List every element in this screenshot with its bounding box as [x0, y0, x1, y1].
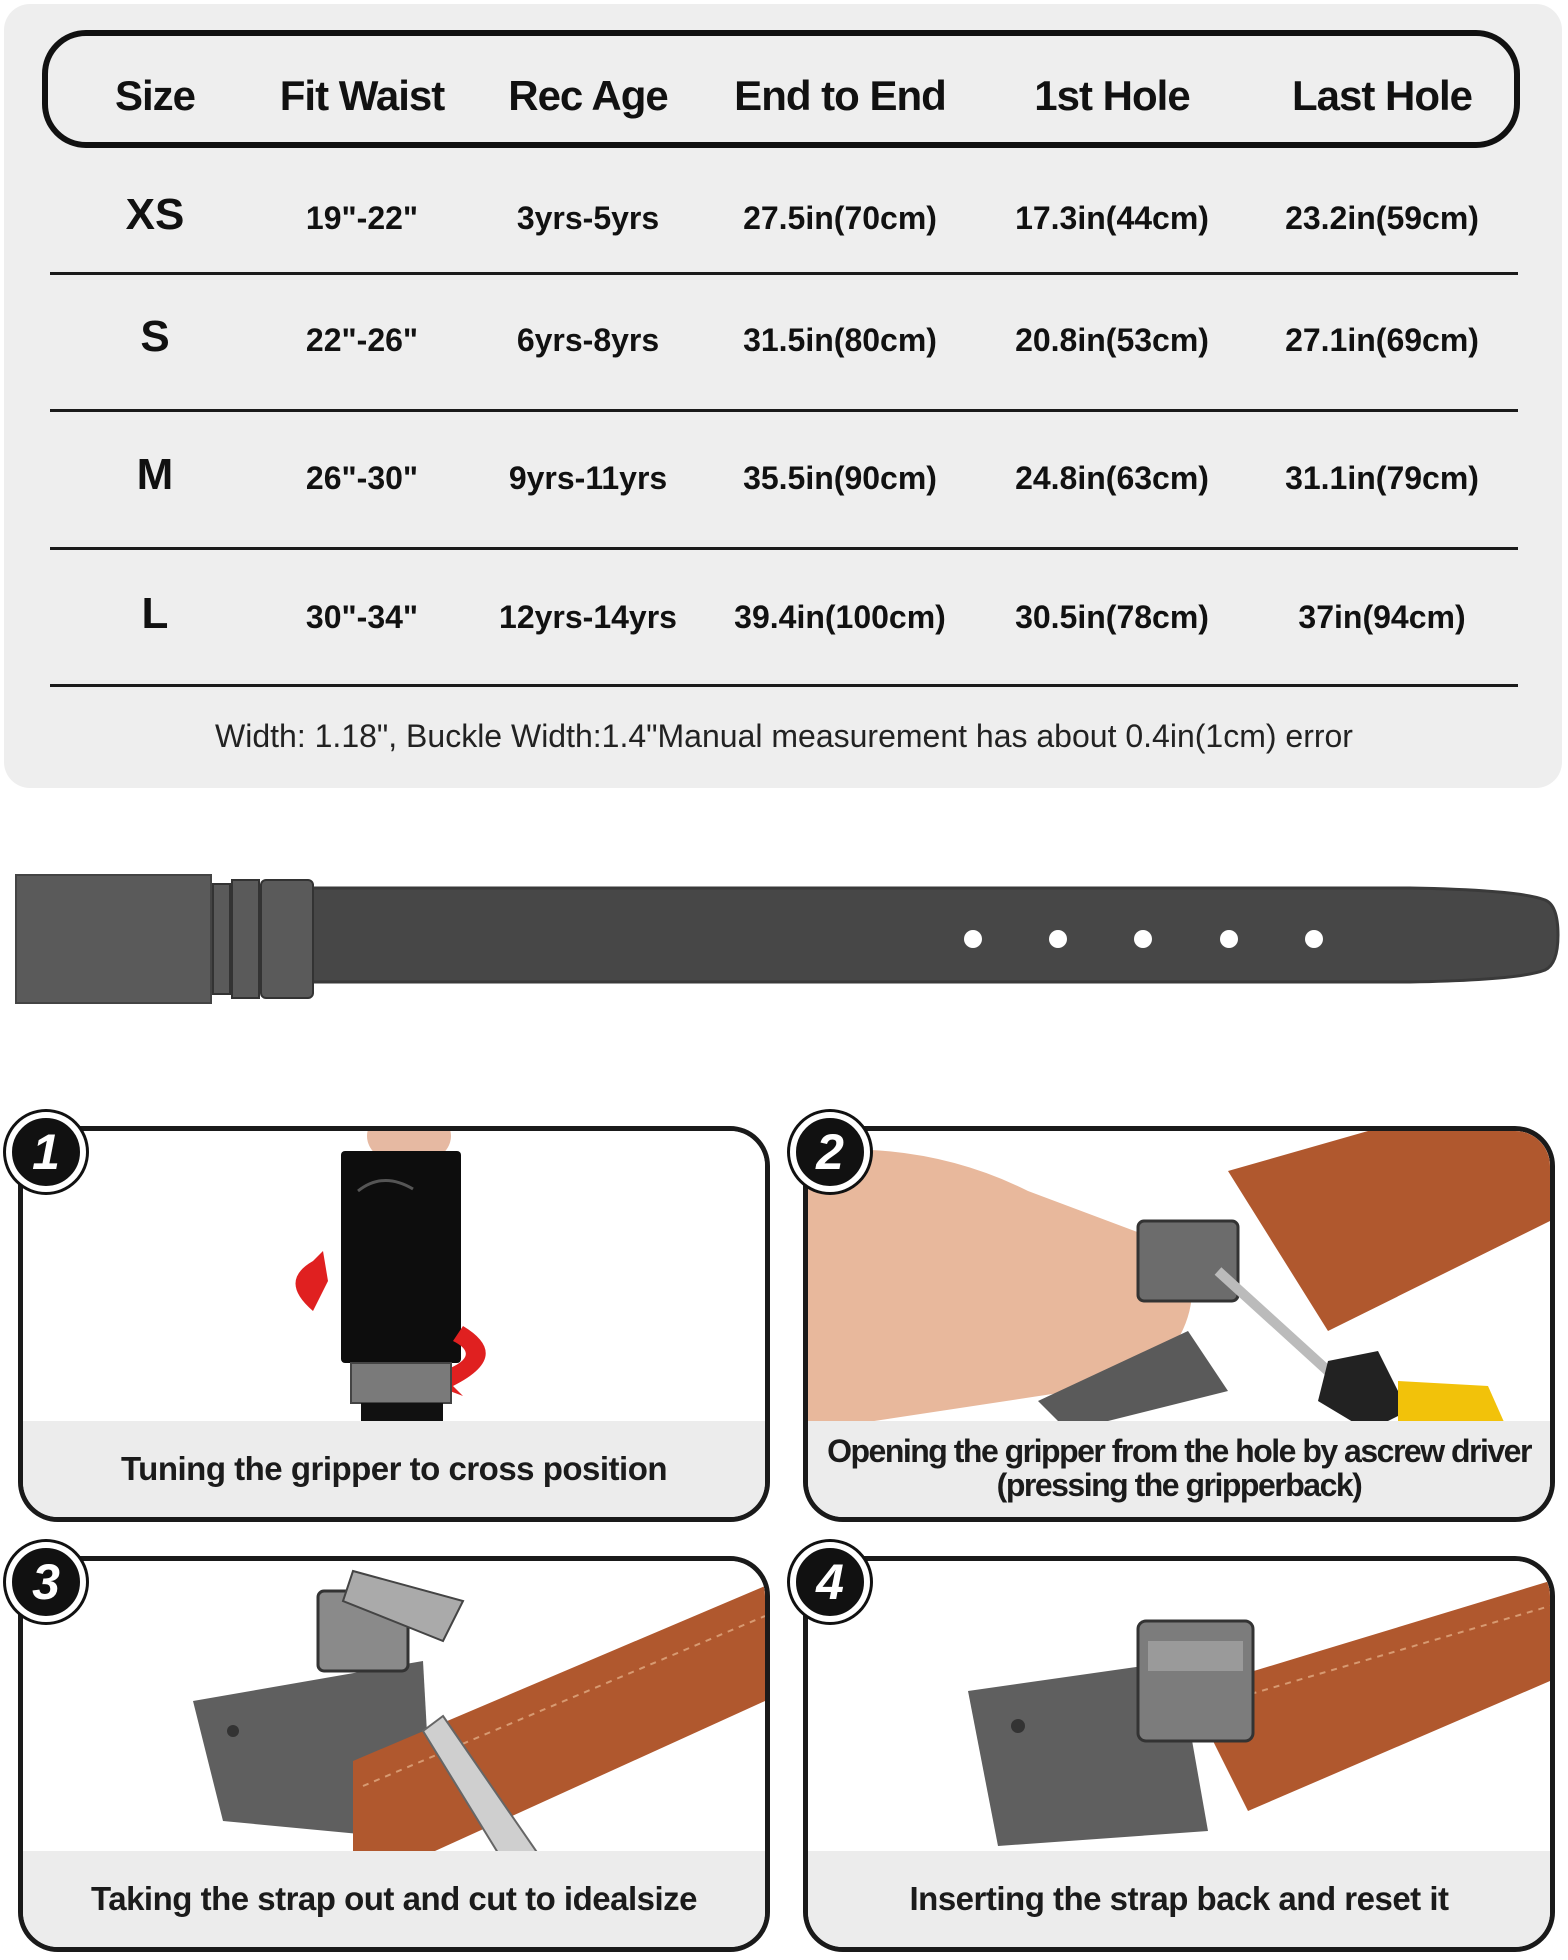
fit-waist-cell: 26"-30" — [305, 460, 419, 496]
rec-age-cell: 12yrs-14yrs — [499, 599, 677, 635]
step-2-caption-bar — [808, 1421, 1550, 1517]
step-2-caption-line-2: (pressing the gripperback) — [996, 1467, 1362, 1503]
step-number-2: 2 — [790, 1112, 870, 1192]
step-1-caption: Tuning the gripper to cross position — [120, 1449, 668, 1487]
rec-age-cell: 6yrs-8yrs — [516, 322, 660, 358]
belt-hole — [1305, 930, 1323, 948]
first-hole-cell: 17.3in(44cm) — [1015, 200, 1209, 236]
first-hole-cell: 24.8in(63cm) — [1015, 460, 1209, 496]
belt-hole — [1220, 930, 1238, 948]
step-card-2 — [803, 1126, 1555, 1522]
measurement-footnote: Width: 1.18", Buckle Width:1.4"Manual measurement has about 0.4in(1cm) error — [215, 718, 1353, 754]
row-divider — [50, 409, 1518, 412]
step-card-3 — [18, 1556, 770, 1952]
step-4-photo — [808, 1561, 1550, 1861]
step-2-caption-line-1: Opening the gripper from the hole by ascrew driver — [827, 1433, 1531, 1470]
step-1-photo — [23, 1131, 765, 1431]
row-divider — [50, 547, 1518, 550]
step-card-1 — [18, 1126, 770, 1522]
belt-diagram — [0, 860, 1568, 1010]
rec-age-cell: 9yrs-11yrs — [508, 460, 668, 496]
fit-waist-cell: 22"-26" — [305, 322, 419, 358]
belt-hole — [1049, 930, 1067, 948]
size-cell: S — [140, 312, 170, 361]
end-to-end-cell: 35.5in(90cm) — [743, 460, 937, 496]
end-to-end-cell: 27.5in(70cm) — [743, 200, 937, 236]
step-3-photo — [23, 1561, 765, 1861]
size-cell: L — [141, 589, 169, 638]
step-1-caption-bar — [23, 1421, 765, 1517]
fit-waist-cell: 30"-34" — [305, 599, 419, 635]
end-to-end-cell: 31.5in(80cm) — [743, 322, 937, 358]
step-number-3: 3 — [6, 1542, 86, 1622]
end-to-end-cell: 39.4in(100cm) — [734, 599, 946, 635]
rec-age-cell: 3yrs-5yrs — [516, 200, 660, 236]
first-hole-cell: 30.5in(78cm) — [1015, 599, 1209, 635]
header-first-hole: 1st Hole — [1034, 72, 1190, 119]
gripper-icon — [1138, 1621, 1253, 1741]
gripper-icon — [351, 1363, 451, 1403]
header-size: Size — [114, 72, 196, 119]
belt-strap — [305, 888, 1558, 982]
step-card-4 — [803, 1556, 1555, 1952]
step-number-1: 1 — [6, 1112, 86, 1192]
row-divider — [50, 684, 1518, 687]
size-cell: XS — [125, 190, 185, 239]
fit-waist-cell: 19"-22" — [305, 200, 419, 236]
gripper-icon — [1138, 1221, 1238, 1301]
last-hole-cell: 23.2in(59cm) — [1285, 200, 1479, 236]
header-fit-waist: Fit Waist — [279, 72, 445, 119]
step-3-caption: Taking the strap out and cut to idealsize — [91, 1879, 697, 1917]
last-hole-cell: 27.1in(69cm) — [1285, 322, 1479, 358]
buckle-icon — [16, 875, 313, 1003]
belt-hole — [964, 930, 982, 948]
last-hole-cell: 31.1in(79cm) — [1285, 460, 1479, 496]
belt-hole — [1134, 930, 1152, 948]
step-2-photo — [808, 1131, 1550, 1431]
step-4-caption: Inserting the strap back and reset it — [909, 1879, 1449, 1917]
first-hole-cell: 20.8in(53cm) — [1015, 322, 1209, 358]
step-4-caption-bar — [808, 1851, 1550, 1947]
step-number-4: 4 — [790, 1542, 870, 1622]
step-3-caption-bar — [23, 1851, 765, 1947]
size-cell: M — [136, 450, 174, 499]
header-end-to-end: End to End — [734, 72, 946, 119]
header-last-hole: Last Hole — [1291, 72, 1473, 119]
last-hole-cell: 37in(94cm) — [1298, 599, 1466, 635]
row-divider — [50, 272, 1518, 275]
header-rec-age: Rec Age — [508, 72, 668, 119]
